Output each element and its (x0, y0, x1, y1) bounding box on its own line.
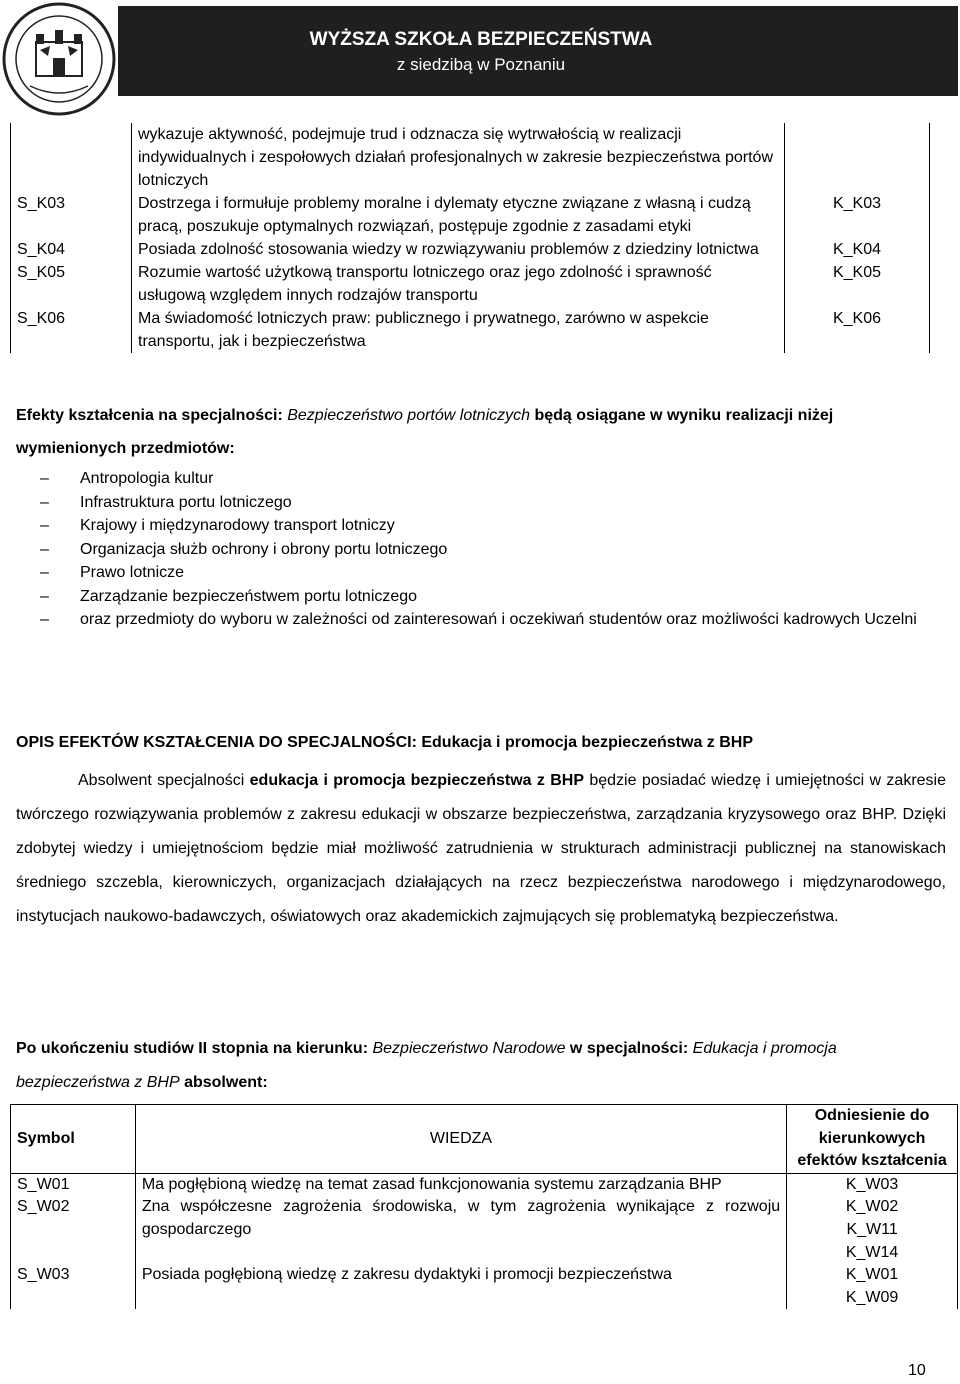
table-cell-code: S_W01 (11, 1173, 136, 1196)
list-item-label: Krajowy i międzynarodowy transport lotniczy (80, 517, 395, 534)
dash-bullet-icon: – (40, 540, 49, 558)
list-item-label: Zarządzanie bezpieczeństwem portu lotniczego (80, 587, 418, 605)
graduate-heading (16, 1032, 946, 1100)
table-cell-ref: K_K04 (785, 238, 930, 261)
graduate-b3: absolwent: (179, 1074, 268, 1091)
list-item (40, 561, 940, 585)
table-row (11, 1173, 958, 1196)
list-item-label: oraz przedmioty do wyboru w zależności od zainteresowań i oczekiwań studentów oraz możliwości kadrowych Uczelni (80, 611, 917, 628)
ref-code: K_W02 (845, 1198, 899, 1216)
header-symbol: Symbol (11, 1105, 136, 1174)
section-heading: OPIS EFEKTÓW KSZTAŁCENIA DO SPECJALNOŚCI: Edukacja i promocja bezpieczeństwa z BHP (16, 734, 754, 751)
table-row (11, 307, 930, 353)
table-cell-desc: Posiada pogłębioną wiedzę z zakresu dydaktyki i promocji bezpieczeństwa (135, 1264, 786, 1309)
header-subtitle: z siedzibą w Poznaniu (396, 55, 566, 74)
specialization-description (16, 764, 946, 934)
dash-bullet-icon: – (40, 611, 49, 628)
dash-bullet-icon: – (40, 470, 49, 487)
table-cell-code: S_W02 (11, 1196, 136, 1264)
table-cell-desc: wykazuje aktywność, podejmuje trud i odznacza się wytrwałością w realizacji indywidualnych i zespołowych działań profesjonalnych w zakresie bezpieczeństwa portów lotniczych (132, 123, 785, 192)
dash-bullet-icon: – (40, 587, 49, 605)
table-row (11, 1196, 958, 1264)
graduate-i1: Bezpieczeństwo Narodowe (372, 1040, 566, 1057)
list-item-label: Prawo lotnicze (80, 564, 185, 581)
ref-code: K_W01 (845, 1266, 899, 1284)
table-row (11, 238, 930, 261)
table-cell-desc: Rozumie wartość użytkową transportu lotniczego oraz jego zdolność i sprawność usługową względem innych rodzajów transportu (132, 261, 785, 307)
table-cell-ref: K_K03 (785, 192, 930, 238)
graduate-b1: Po ukończeniu studiów II stopnia na kierunku: (16, 1040, 373, 1057)
list-item (40, 514, 940, 538)
table-header-row (11, 1105, 958, 1174)
para-bold: edukacja i promocja bezpieczeństwa z BHP (249, 772, 585, 789)
table-cell-ref: K_K05 (785, 261, 930, 307)
list-item (40, 585, 940, 609)
list-item-label: Infrastruktura portu lotniczego (80, 493, 292, 511)
table-cell-code: S_K05 (11, 261, 132, 307)
dash-bullet-icon: – (40, 517, 49, 534)
list-item-label: Antropologia kultur (80, 470, 214, 487)
table-cell-code: S_W03 (11, 1264, 136, 1309)
table-cell-code: S_K04 (11, 238, 132, 261)
table-cell-code: S_K06 (11, 307, 132, 353)
table-cell-ref (787, 1173, 958, 1196)
table-cell-ref (785, 123, 930, 192)
header-title: WYŻSZA SZKOŁA BEZPIECZEŃSTWA (309, 29, 653, 50)
table-cell-code: S_K03 (11, 192, 132, 238)
list-item (40, 538, 940, 562)
ref-code: K_W14 (845, 1243, 899, 1261)
table-cell-desc: Zna współczesne zagrożenia środowiska, w tym zagrożenia wynikające z rozwoju gospodarczego (135, 1196, 786, 1264)
table-cell-desc: Dostrzega i formułuje problemy moralne i dylematy etyczne związane z własną i cudzą pracą, poszukuje optymalnych rozwiązań, postępuje zgodnie z zasadami etyki (132, 192, 785, 238)
table-cell-desc: Ma świadomość lotniczych praw: publicznego i prywatnego, zarówno w aspekcie transportu, jak i bezpieczeństwa (132, 307, 785, 353)
table-cell-ref (787, 1264, 958, 1309)
effects-part1: Efekty kształcenia na specjalności: (16, 407, 288, 424)
graduate-b2: w specjalności: (565, 1040, 693, 1057)
effects-paragraph (16, 399, 926, 465)
table-cell-ref (787, 1196, 958, 1264)
page-number: 10 (908, 1362, 926, 1379)
header-bar (118, 6, 958, 96)
header-wiedza: WIEDZA (135, 1105, 786, 1174)
effects-part2: będą osiągane w wyniku realizacji niżej wymienionych przedmiotów: (16, 407, 834, 457)
para-start: Absolwent specjalności (78, 772, 250, 789)
list-item-label: Organizacja służb ochrony i obrony portu lotniczego (80, 540, 448, 558)
table-cell-code (11, 123, 132, 192)
table-cell-desc: Posiada zdolność stosowania wiedzy w rozwiązywaniu problemów z dziedziny lotnictwa (132, 238, 785, 261)
list-item (40, 467, 940, 491)
table-row (11, 1264, 958, 1309)
header-reference: Odniesienie do kierunkowych efektów kształcenia (787, 1105, 958, 1174)
para-rest: będzie posiadać wiedzę i umiejętności w zakresie twórczego rozwiązywania problemów z zakresu edukacji w obszarze bezpieczeństwa, zarządzania kryzysowego oraz BHP. Dzięki zdobytej wiedzy i umiejętnościom będzie miał możliwość zatrudnienia w strukturach administracji publicznej na stanowiskach średniego szczebla, kierowniczych, organizacjach działających na rzecz bezpieczeństwa narodowego i międzynarodowego, instytucjach naukowo-badawczych, oświatowych oraz akademickich zajmujących się problematyką bezpieczeństwa. (16, 772, 947, 925)
competences-table (10, 123, 930, 353)
table-cell-desc: Ma pogłębioną wiedzę na temat zasad funkcjonowania systemu zarządzania BHP (135, 1173, 786, 1196)
knowledge-table (10, 1104, 958, 1309)
effects-spec: Bezpieczeństwo portów lotniczych (287, 407, 531, 424)
table-cell-ref: K_K06 (785, 307, 930, 353)
table-row (11, 192, 930, 238)
ref-code: K_W11 (846, 1220, 898, 1238)
dash-bullet-icon: – (40, 493, 49, 511)
subjects-list (40, 467, 940, 632)
ref-code: K_W09 (845, 1288, 899, 1306)
dash-bullet-icon: – (40, 564, 49, 581)
school-logo (0, 0, 118, 118)
list-item (40, 491, 940, 515)
page-header (0, 0, 960, 118)
table-row (11, 123, 930, 192)
list-item (40, 608, 940, 632)
graduate-i2: Edukacja i promocja bezpieczeństwa z BHP (16, 1040, 837, 1091)
ref-code: K_W03 (845, 1175, 899, 1193)
table-row (11, 261, 930, 307)
